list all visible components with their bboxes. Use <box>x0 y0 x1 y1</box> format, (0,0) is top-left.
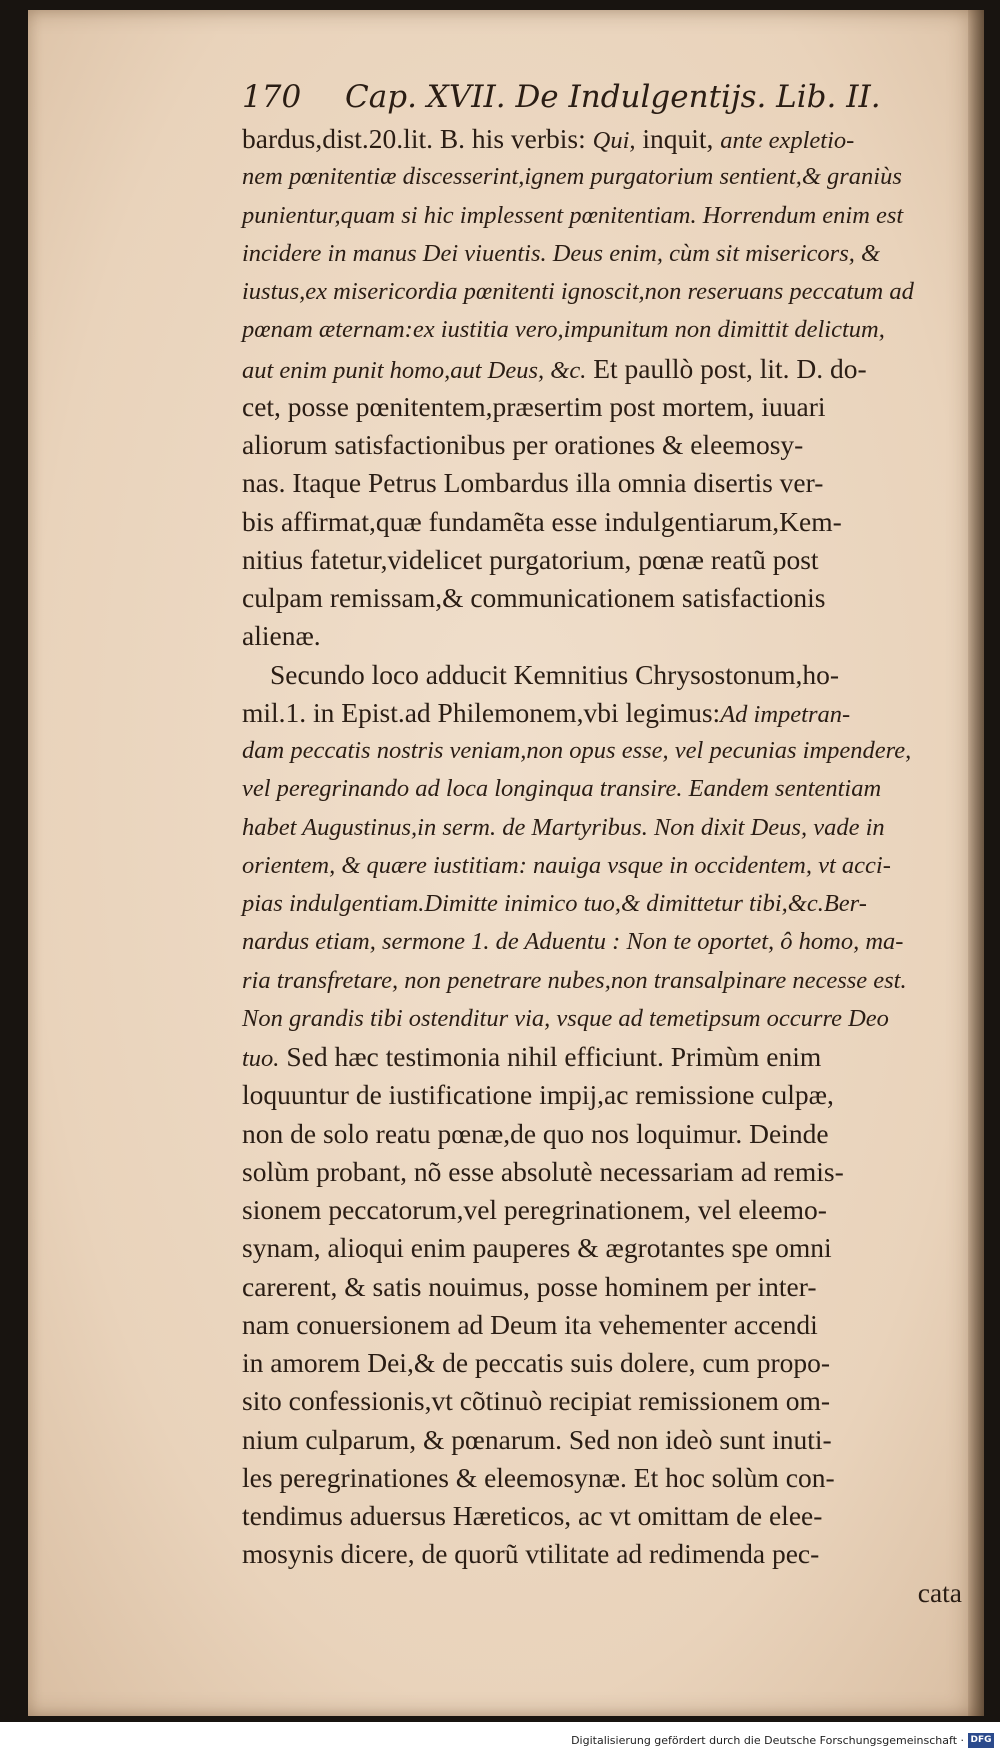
text-line: culpam remissam,& communicationem satisfactionis <box>242 582 826 613</box>
text-segment: bardus,dist.20.lit. B. his verbis: <box>242 123 593 154</box>
body-text <box>242 120 962 1612</box>
dfg-logo: DFG <box>968 1733 994 1748</box>
text-line: nardus etiam, sermone 1. de Aduentu : Non te oportet, ô homo, ma- <box>242 928 904 956</box>
book-page <box>28 10 984 1716</box>
text-line: nem pœnitentiæ discesserint,ignem purgatorium sentient,& graniùs <box>242 163 902 191</box>
text-line: mosynis dicere, de quorũ vtilitate ad redimenda pec- <box>242 1538 820 1570</box>
text-line: Non grandis tibi ostenditur via, vsque ad temetipsum occurre Deo <box>242 1004 889 1032</box>
text-line: incidere in manus Dei viuentis. Deus enim, cùm sit misericors, & <box>242 239 881 267</box>
text-line: solùm probant, nõ esse absolutè necessariam ad remis- <box>242 1155 844 1187</box>
text-line: bis affirmat,quæ fundamẽta esse indulgentiarum,Kem- <box>242 505 842 537</box>
text-segment: Qui, <box>592 127 636 154</box>
page-gutter-shadow <box>968 10 984 1716</box>
text-line: sito confessionis,vt cõtinuò recipiat remissionem om- <box>242 1385 831 1417</box>
text-line: habet Augustinus,in serm. de Martyribus. Non dixit Deus, vade in <box>242 813 885 841</box>
text-segment: Ad impetran- <box>720 700 851 728</box>
text-line: sionem peccatorum,vel peregrinationem, vel eleemo- <box>242 1194 827 1225</box>
page-text-block <box>242 74 962 1612</box>
running-head-title: Cap. XVII. De Indulgentijs. Lib. II. <box>345 79 881 115</box>
text-line <box>242 1038 962 1076</box>
text-line: nium culparum, & pœnarum. Sed non ideò sunt inuti- <box>242 1423 832 1455</box>
text-segment: aut enim punit homo,aut Deus, &c. <box>242 356 587 384</box>
text-line: cata <box>917 1576 962 1608</box>
text-line: tendimus aduersus Hæreticos, ac vt omittam de elee- <box>242 1500 823 1531</box>
digitization-footer <box>0 1722 1000 1761</box>
page-number: 170 <box>242 79 302 115</box>
text-line: nam conuersionem ad Deum ita vehementer accendi <box>242 1308 818 1340</box>
text-line: synam, alioqui enim pauperes & ægrotantes spe omni <box>242 1232 832 1264</box>
text-segment: Et paullò post, lit. D. do- <box>586 352 867 384</box>
text-line: vel peregrinando ad loca longinqua transire. Eandem sententiam <box>242 775 882 803</box>
text-line <box>242 350 962 388</box>
text-line: les peregrinationes & eleemosynæ. Et hoc solùm con- <box>242 1461 835 1493</box>
text-line: non de solo reatu pœnæ,de quo nos loquimur. Deinde <box>242 1117 829 1149</box>
text-line: orientem, & quære iustitiam: nauiga vsque in occidentem, vt acci- <box>242 851 891 879</box>
text-line <box>242 120 962 158</box>
text-line: aliorum satisfactionibus per orationes & eleemosy- <box>242 429 804 460</box>
text-line: Secundo loco adducit Kemnitius Chrysostonum,ho- <box>270 658 840 690</box>
text-segment: mil.1. in Epist.ad Philemonem,vbi legimus: <box>242 696 721 728</box>
text-line: iustus,ex misericordia pœnitenti ignoscit,non reseruans peccatum ad <box>242 278 914 305</box>
text-line <box>242 694 962 732</box>
text-segment: Sed hæc testimonia nihil efficiunt. Primùm enim <box>279 1041 822 1072</box>
text-segment: tuo. <box>242 1045 280 1072</box>
text-segment: inquit, <box>635 123 721 154</box>
text-line: in amorem Dei,& de peccatis suis dolere, cum propo- <box>242 1347 831 1378</box>
text-line: carerent, & satis nouimus, posse hominem per inter- <box>242 1270 817 1302</box>
text-line: nitius fatetur,videlicet purgatorium, pœnæ reatũ post <box>242 543 819 575</box>
text-line: loquuntur de iustificatione impij,ac remissione culpæ, <box>242 1079 834 1111</box>
text-line: pias indulgentiam.Dimitte inimico tuo,& dimittetur tibi,&c.Ber- <box>242 890 867 917</box>
text-line: alienæ. <box>242 620 321 652</box>
text-line: dam peccatis nostris veniam,non opus esse, vel pecunias impendere, <box>242 737 912 764</box>
text-segment: ante expletio- <box>720 127 855 154</box>
text-line: ria transfretare, non penetrare nubes,non transalpinare necesse est. <box>242 966 907 994</box>
text-line: cet, posse pœnitentem,præsertim post mortem, iuuari <box>242 390 826 422</box>
text-line: nas. Itaque Petrus Lombardus illa omnia disertis ver- <box>242 467 824 499</box>
running-head <box>242 74 962 120</box>
text-line: punientur,quam si hic implessent pœnitentiam. Horrendum enim est <box>242 201 904 229</box>
text-line: pœnam æternam:ex iustitia vero,impunitum non dimittit delictum, <box>242 316 885 344</box>
footer-credit-text: Digitalisierung gefördert durch die Deutsche Forschungsgemeinschaft · <box>571 1734 964 1747</box>
